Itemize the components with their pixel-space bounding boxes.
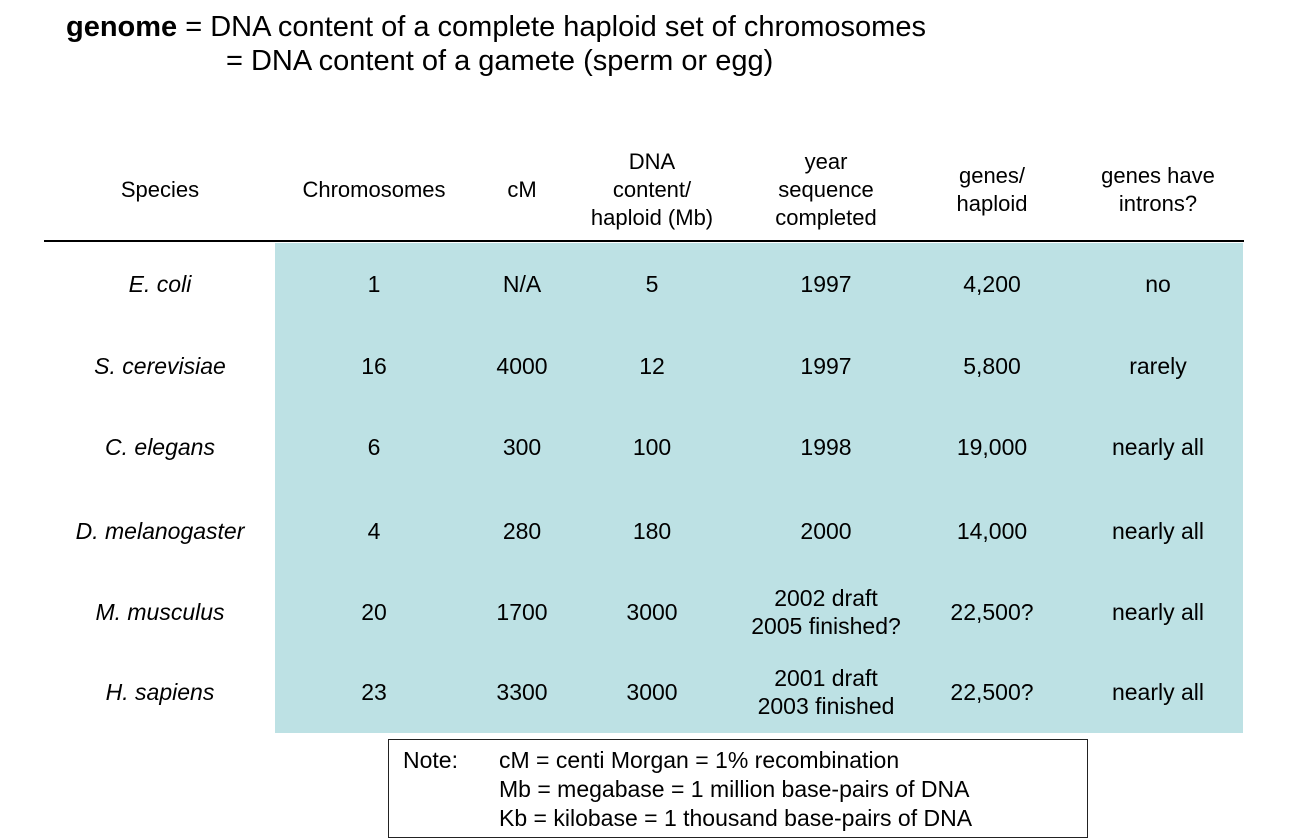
cell-introns-text: rarely xyxy=(1129,353,1187,379)
cell-introns-text: nearly all xyxy=(1111,518,1205,544)
header-genes-line: genes/ xyxy=(958,163,1026,188)
title-line-2: = DNA content of a gamete (sperm or egg) xyxy=(226,45,774,77)
title-line-1: = DNA content of a complete haploid set of chromosomes xyxy=(177,11,926,43)
header-genes-line: haploid xyxy=(956,191,1028,216)
cell-genes-text: 4,200 xyxy=(963,271,1021,297)
cell-dna xyxy=(552,678,752,706)
cell-species xyxy=(60,678,260,706)
cell-species-text: H. sapiens xyxy=(105,679,215,705)
cell-dna xyxy=(552,517,752,545)
header-introns-line: introns? xyxy=(1118,191,1198,216)
cell-introns xyxy=(1058,678,1258,706)
note-line-mb: Mb = megabase = 1 million base-pairs of DNA xyxy=(499,776,970,802)
cell-dna-text: 5 xyxy=(645,271,659,297)
cell-species xyxy=(60,352,260,380)
cell-year-text: 2002 draft xyxy=(774,585,878,611)
cell-cm-text: 300 xyxy=(502,434,542,460)
header-divider xyxy=(44,240,1244,242)
cell-year-text: 2000 xyxy=(800,518,852,544)
cell-dna xyxy=(552,433,752,461)
cell-species xyxy=(60,517,260,545)
cell-introns-text: nearly all xyxy=(1111,599,1205,625)
cell-species xyxy=(60,598,260,626)
cell-species-text: D. melanogaster xyxy=(75,518,245,544)
cell-introns-text: no xyxy=(1145,271,1171,297)
note-line-cm: cM = centi Morgan = 1% recombination xyxy=(499,747,900,773)
header-year-line: year xyxy=(804,149,848,174)
cell-cm-text: 4000 xyxy=(496,353,548,379)
note-line-kb: Kb = kilobase = 1 thousand base-pairs of DNA xyxy=(499,805,973,831)
cell-cm-text: 3300 xyxy=(496,679,548,705)
cell-genes-text: 14,000 xyxy=(956,518,1028,544)
header-introns xyxy=(1058,162,1258,218)
cell-year-text: 1997 xyxy=(800,271,852,297)
header-dna-line: haploid (Mb) xyxy=(590,205,714,230)
cell-chromosomes-text: 20 xyxy=(361,599,387,625)
header-dna-line: DNA xyxy=(628,149,676,174)
cell-chromosomes-text: 6 xyxy=(367,434,381,460)
cell-dna-text: 3000 xyxy=(626,679,678,705)
header-year-line: sequence xyxy=(778,177,874,202)
cell-genes-text: 22,500? xyxy=(950,599,1034,625)
header-chromosomes-line: Chromosomes xyxy=(302,177,446,202)
cell-year-text: 2005 finished? xyxy=(751,613,901,639)
cell-species xyxy=(60,433,260,461)
table-highlight-band xyxy=(275,243,1243,733)
cell-dna xyxy=(552,598,752,626)
cell-dna-text: 100 xyxy=(632,434,672,460)
cell-chromosomes-text: 23 xyxy=(361,679,387,705)
cell-species-text: S. cerevisiae xyxy=(94,353,226,379)
cell-introns-text: nearly all xyxy=(1111,434,1205,460)
cell-genes-text: 22,500? xyxy=(950,679,1034,705)
cell-chromosomes-text: 16 xyxy=(361,353,387,379)
header-year-line: completed xyxy=(775,205,877,230)
header-cm-line: cM xyxy=(507,177,537,202)
note-label: Note: xyxy=(403,747,458,773)
cell-introns xyxy=(1058,270,1258,298)
header-species xyxy=(60,176,260,204)
cell-introns xyxy=(1058,433,1258,461)
cell-genes-text: 5,800 xyxy=(963,353,1021,379)
header-introns-line: genes have xyxy=(1101,163,1215,188)
cell-chromosomes-text: 1 xyxy=(367,271,381,297)
cell-introns-text: nearly all xyxy=(1111,679,1205,705)
cell-cm-text: 1700 xyxy=(496,599,548,625)
cell-genes-text: 19,000 xyxy=(956,434,1028,460)
cell-species-text: M. musculus xyxy=(95,599,225,625)
cell-dna-text: 180 xyxy=(632,518,672,544)
cell-dna xyxy=(552,352,752,380)
cell-dna-text: 12 xyxy=(639,353,665,379)
header-species-line: Species xyxy=(120,177,200,202)
cell-cm-text: N/A xyxy=(502,271,542,297)
cell-dna-text: 3000 xyxy=(626,599,678,625)
cell-introns xyxy=(1058,598,1258,626)
note-box xyxy=(388,739,1088,838)
cell-introns xyxy=(1058,517,1258,545)
cell-species-text: C. elegans xyxy=(105,434,215,460)
page-title xyxy=(66,10,926,78)
cell-introns xyxy=(1058,352,1258,380)
cell-species xyxy=(60,270,260,298)
title-term: genome xyxy=(66,11,178,43)
cell-year-text: 1997 xyxy=(800,353,852,379)
cell-year-text: 2001 draft xyxy=(774,665,878,691)
header-dna xyxy=(552,148,752,232)
cell-chromosomes-text: 4 xyxy=(367,518,381,544)
cell-year-text: 1998 xyxy=(800,434,852,460)
cell-cm-text: 280 xyxy=(502,518,542,544)
cell-dna xyxy=(552,270,752,298)
header-dna-line: content/ xyxy=(612,177,692,202)
cell-species-text: E. coli xyxy=(128,271,192,297)
cell-year-text: 2003 finished xyxy=(757,693,895,719)
